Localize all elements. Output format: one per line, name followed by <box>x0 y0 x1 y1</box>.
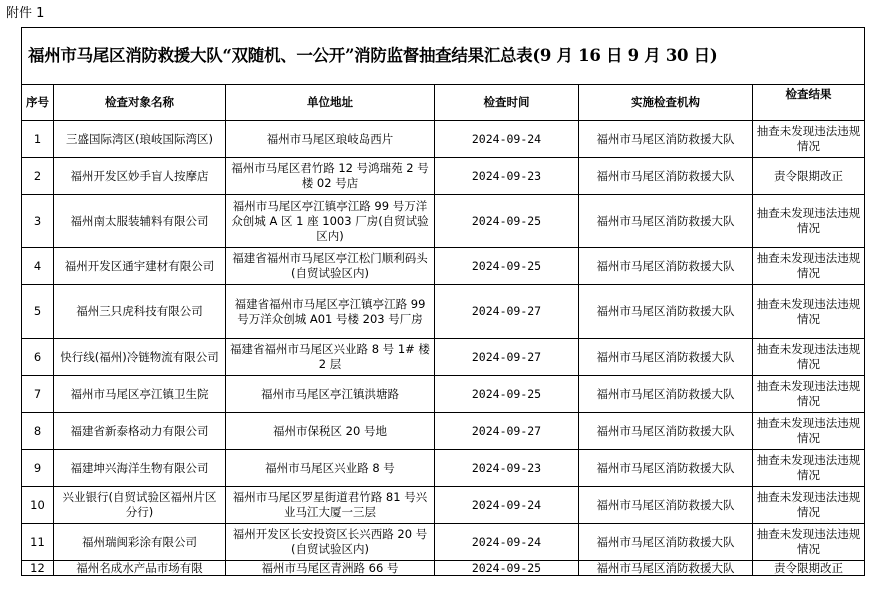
cell-date: 2024-09-23 <box>435 158 579 195</box>
cell-seq: 11 <box>22 524 54 561</box>
header-result: 检查结果 <box>753 85 865 121</box>
cell-agency: 福州市马尾区消防救援大队 <box>579 487 753 524</box>
cell-result: 抽查未发现违法违规情况 <box>753 121 865 158</box>
cell-result: 抽查未发现违法违规情况 <box>753 339 865 376</box>
table-row <box>22 524 865 561</box>
header-agency: 实施检查机构 <box>579 85 753 121</box>
cell-address: 福建省福州市马尾区兴业路 8 号 1# 楼 2 层 <box>226 339 435 376</box>
cell-date: 2024-09-25 <box>435 248 579 285</box>
cell-result: 抽查未发现违法违规情况 <box>753 487 865 524</box>
cell-result: 抽查未发现违法违规情况 <box>753 413 865 450</box>
header-seq: 序号 <box>22 85 54 121</box>
cell-name: 三盛国际湾区(琅岐国际湾区) <box>54 121 226 158</box>
cell-agency: 福州市马尾区消防救援大队 <box>579 339 753 376</box>
cell-agency: 福州市马尾区消防救援大队 <box>579 413 753 450</box>
header-row <box>22 85 865 121</box>
cell-agency: 福州市马尾区消防救援大队 <box>579 248 753 285</box>
cell-address: 福州市马尾区兴业路 8 号 <box>226 450 435 487</box>
cell-result: 抽查未发现违法违规情况 <box>753 376 865 413</box>
cell-name: 福州南太服装辅料有限公司 <box>54 195 226 248</box>
cell-result: 抽查未发现违法违规情况 <box>753 248 865 285</box>
table-row <box>22 487 865 524</box>
cell-address: 福州市马尾区琅岐岛西片 <box>226 121 435 158</box>
cell-name: 福州名成水产品市场有限 <box>54 561 226 576</box>
cell-date: 2024-09-27 <box>435 413 579 450</box>
header-address: 单位地址 <box>226 85 435 121</box>
cell-seq: 7 <box>22 376 54 413</box>
cell-name: 兴业银行(自贸试验区福州片区分行) <box>54 487 226 524</box>
cell-name: 福州三只虎科技有限公司 <box>54 285 226 339</box>
cell-date: 2024-09-24 <box>435 487 579 524</box>
cell-agency: 福州市马尾区消防救援大队 <box>579 450 753 487</box>
cell-result: 责令限期改正 <box>753 158 865 195</box>
inspection-results-table <box>21 27 865 576</box>
cell-result: 抽查未发现违法违规情况 <box>753 524 865 561</box>
cell-name: 福建坤兴海洋生物有限公司 <box>54 450 226 487</box>
cell-address: 福州开发区长安投资区长兴西路 20 号(自贸试验区内) <box>226 524 435 561</box>
cell-agency: 福州市马尾区消防救援大队 <box>579 524 753 561</box>
table-row <box>22 561 865 576</box>
table-row <box>22 339 865 376</box>
cell-seq: 6 <box>22 339 54 376</box>
cell-seq: 4 <box>22 248 54 285</box>
cell-date: 2024-09-24 <box>435 524 579 561</box>
table-row <box>22 195 865 248</box>
cell-agency: 福州市马尾区消防救援大队 <box>579 285 753 339</box>
cell-date: 2024-09-25 <box>435 195 579 248</box>
title-row <box>22 28 865 85</box>
cell-name: 福州开发区通宇建材有限公司 <box>54 248 226 285</box>
cell-date: 2024-09-25 <box>435 376 579 413</box>
cell-address: 福州市保税区 20 号地 <box>226 413 435 450</box>
cell-date: 2024-09-25 <box>435 561 579 576</box>
cell-name: 福州开发区妙手盲人按摩店 <box>54 158 226 195</box>
cell-name: 快行线(福州)冷链物流有限公司 <box>54 339 226 376</box>
cell-seq: 9 <box>22 450 54 487</box>
cell-date: 2024-09-27 <box>435 285 579 339</box>
cell-seq: 10 <box>22 487 54 524</box>
table-row <box>22 376 865 413</box>
cell-name: 福建省新泰格动力有限公司 <box>54 413 226 450</box>
cell-name: 福州市马尾区亭江镇卫生院 <box>54 376 226 413</box>
header-time: 检查时间 <box>435 85 579 121</box>
cell-result: 抽查未发现违法违规情况 <box>753 195 865 248</box>
cell-agency: 福州市马尾区消防救援大队 <box>579 158 753 195</box>
cell-address: 福州市马尾区青洲路 66 号 <box>226 561 435 576</box>
cell-seq: 1 <box>22 121 54 158</box>
table-row <box>22 158 865 195</box>
cell-date: 2024-09-24 <box>435 121 579 158</box>
cell-seq: 12 <box>22 561 54 576</box>
cell-seq: 5 <box>22 285 54 339</box>
cell-address: 福州市马尾区罗星街道君竹路 81 号兴业马江大厦一三层 <box>226 487 435 524</box>
cell-address: 福州市马尾区君竹路 12 号鸿瑞苑 2 号楼 02 号店 <box>226 158 435 195</box>
cell-agency: 福州市马尾区消防救援大队 <box>579 561 753 576</box>
cell-seq: 2 <box>22 158 54 195</box>
cell-agency: 福州市马尾区消防救援大队 <box>579 195 753 248</box>
header-name: 检查对象名称 <box>54 85 226 121</box>
cell-address: 福州市马尾区亭江镇洪塘路 <box>226 376 435 413</box>
cell-date: 2024-09-23 <box>435 450 579 487</box>
cell-result: 责令限期改正 <box>753 561 865 576</box>
cell-result: 抽查未发现违法违规情况 <box>753 450 865 487</box>
cell-agency: 福州市马尾区消防救援大队 <box>579 121 753 158</box>
cell-seq: 8 <box>22 413 54 450</box>
cell-seq: 3 <box>22 195 54 248</box>
table-row <box>22 285 865 339</box>
table-title: 福州市马尾区消防救援大队“双随机、一公开”消防监督抽查结果汇总表(9 月 16 日 9 月 30 日) <box>22 28 865 85</box>
cell-name: 福州瑞闽彩涂有限公司 <box>54 524 226 561</box>
cell-date: 2024-09-27 <box>435 339 579 376</box>
table-row <box>22 450 865 487</box>
table-row <box>22 413 865 450</box>
cell-address: 福建省福州市马尾区亭江镇亭江路 99 号万洋众创城 A01 号楼 203 号厂房 <box>226 285 435 339</box>
table-row <box>22 121 865 158</box>
attachment-label: 附件 1 <box>6 6 45 21</box>
cell-result: 抽查未发现违法违规情况 <box>753 285 865 339</box>
cell-address: 福建省福州市马尾区亭江松门顺利码头(自贸试验区内) <box>226 248 435 285</box>
cell-agency: 福州市马尾区消防救援大队 <box>579 376 753 413</box>
cell-address: 福州市马尾区亭江镇亭江路 99 号万洋众创城 A 区 1 座 1003 厂房(自贸试验区内) <box>226 195 435 248</box>
table-row <box>22 248 865 285</box>
